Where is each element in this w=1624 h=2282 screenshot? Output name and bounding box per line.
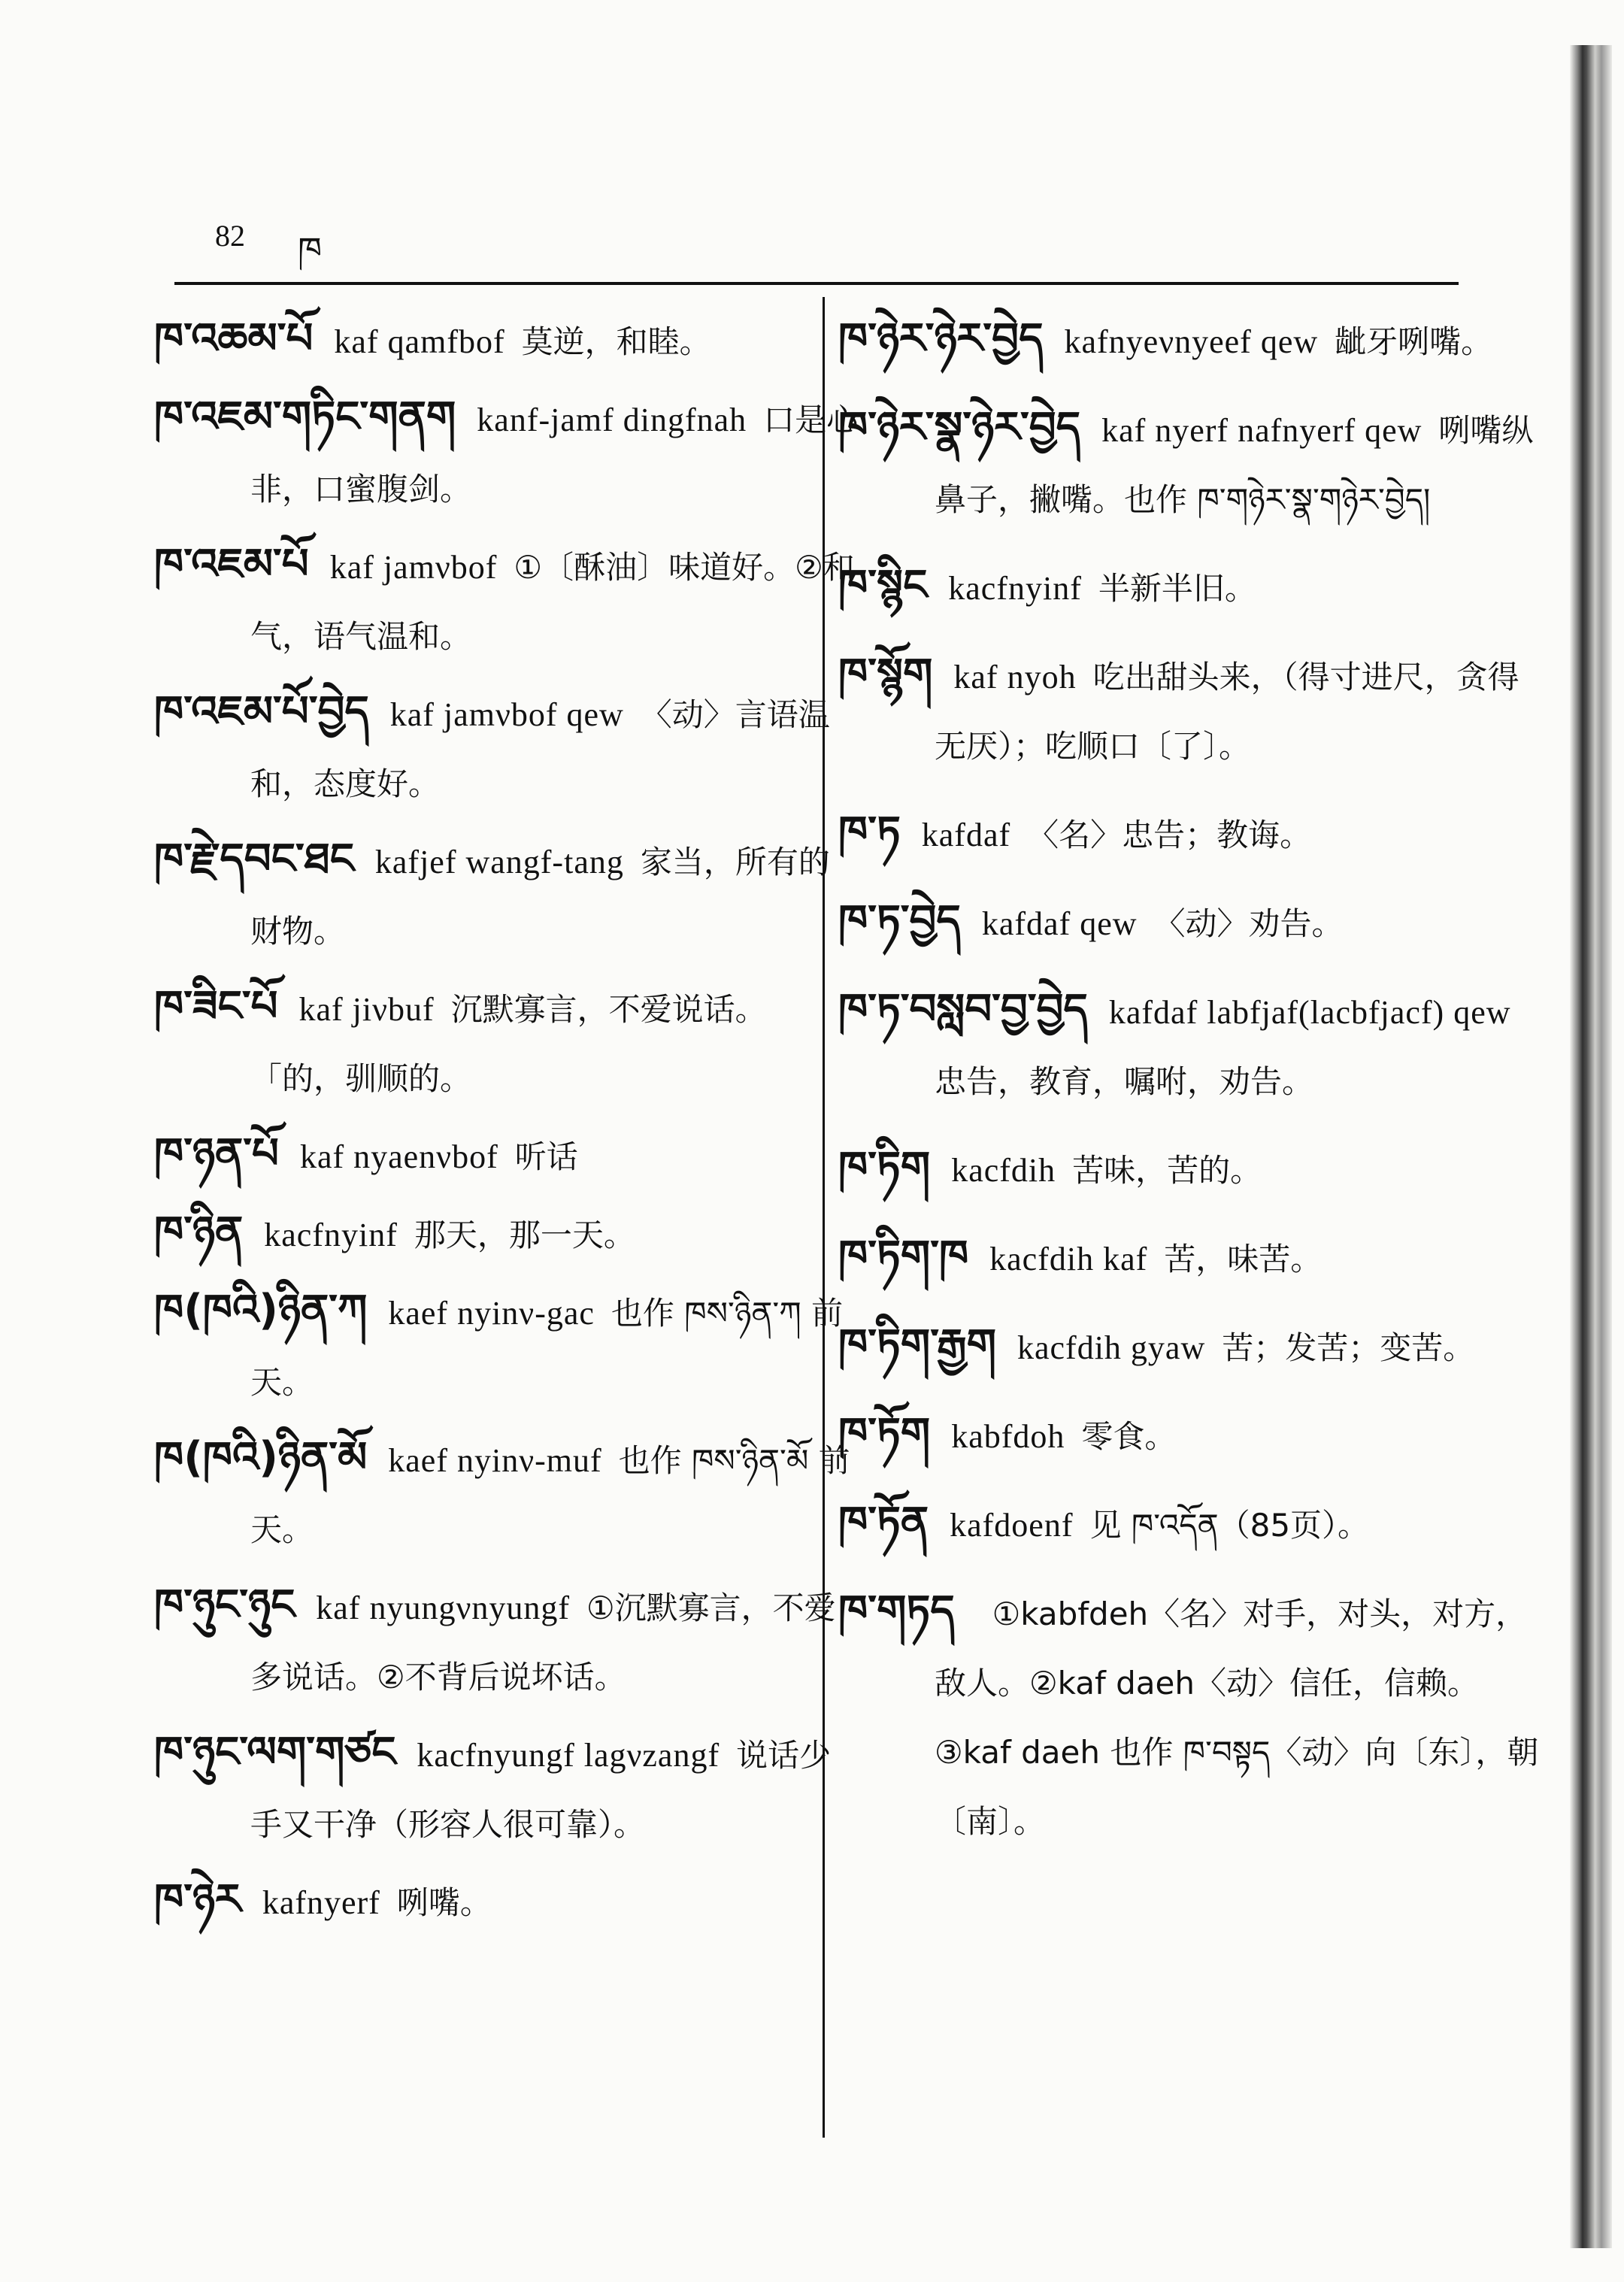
- entry-romanization: kaf jamνbof: [329, 549, 498, 586]
- entry-headword: ཁ་སྙོག: [838, 650, 933, 699]
- dictionary-entry: [838, 640, 1545, 781]
- entry-romanization: kaf nyoh: [953, 659, 1077, 696]
- entry-headword: ཁ་རྗེ་དབང་ཐང: [154, 835, 354, 883]
- entry-definition: 〈动〉劝告。: [1153, 905, 1344, 942]
- entry-definition: 苦味，苦的。: [1072, 1152, 1262, 1189]
- entry-romanization: kaf nyaenνbof: [299, 1138, 498, 1175]
- entry-romanization: kanf-jamf dingfnah: [477, 402, 747, 438]
- entry-romanization: kafdaf: [921, 817, 1011, 853]
- entry-definition: 也作 ཁས་ཉིན་མོ 前天。: [250, 1442, 850, 1548]
- entry-headword: ཁ་ཉུང་ལག་གཙང: [154, 1728, 396, 1777]
- entry-headword: ཁ་གཏད: [838, 1586, 955, 1635]
- entry-definition: ①沉默寡言，不爱多说话。②不背后说坏话。: [250, 1590, 836, 1696]
- dictionary-entry: [838, 1222, 1545, 1294]
- entry-headword: ཁ་ཏིག: [838, 1143, 931, 1192]
- entry-headword: ཁ་ཉིན: [154, 1208, 244, 1256]
- entry-headword: ཁ་སྙིང: [838, 561, 928, 610]
- entry-romanization: kafnyeνnyeef qew: [1064, 323, 1319, 360]
- entry-romanization: kaf jamνbof qew: [389, 696, 624, 733]
- dictionary-entry: [838, 798, 1545, 870]
- entry-headword: ཁ་འཆམ་པོ: [154, 314, 314, 363]
- dictionary-entry: [838, 305, 1545, 377]
- entry-definition: 咧嘴。: [396, 1884, 492, 1921]
- entry-headword: ཁ་འཇམ་པོ་བྱེད: [154, 687, 369, 736]
- entry-definition: 那天，那一天。: [414, 1217, 635, 1253]
- left-column: [154, 305, 861, 1944]
- entry-romanization: kabfdoh: [951, 1418, 1065, 1455]
- entry-definition: 吃出甜头来，（得寸进尺，贪得无厌）；吃顺口〔了〕。: [935, 659, 1519, 765]
- entry-romanization: kaef nyinν-gac: [388, 1295, 595, 1332]
- entry-definition: 沉默寡言，不爱说话。 「的，驯顺的。: [250, 991, 783, 1097]
- entry-headword: ཁ་འཇམ་པོ: [154, 540, 309, 589]
- dictionary-entry: [154, 825, 861, 966]
- entry-definition: 咧嘴纵鼻子，撇嘴。也作 ཁ་གཉེར་སྣ་གཉེར་བྱེད།: [935, 412, 1534, 518]
- entry-romanization: kacfnyinf: [948, 570, 1082, 607]
- entry-headword: ཁ་ཏོན: [838, 1498, 929, 1547]
- dictionary-entry: [154, 1120, 861, 1192]
- entry-definition: 忠告，教育，嘱咐，劝告。: [935, 1063, 1314, 1100]
- entry-romanization: kacfdih kaf: [989, 1241, 1148, 1277]
- entry-definition: 〈名〉忠告；教诲。: [1027, 817, 1312, 853]
- dictionary-entry: [154, 972, 861, 1114]
- entry-romanization: kafdaf qew: [981, 905, 1138, 942]
- entry-headword: ཁ་ཉེར་སྣ་ཉེར་བྱེད: [838, 403, 1081, 452]
- dictionary-entry: [838, 551, 1545, 623]
- entry-definition: 莫逆，和睦。: [521, 323, 711, 360]
- entry-definition: 零食。: [1081, 1418, 1177, 1455]
- entry-headword: ཁ་ཏ་བྱེད: [838, 896, 961, 945]
- entry-definition: 龇牙咧嘴。: [1335, 323, 1493, 360]
- entry-romanization: kacfnyinf: [264, 1217, 398, 1253]
- dictionary-entry: [154, 1198, 861, 1270]
- dictionary-entry: [154, 1571, 861, 1712]
- entry-definition: 苦；发苦；变苦。: [1222, 1329, 1475, 1366]
- dictionary-entry: [838, 1577, 1545, 1856]
- entry-headword: ཁ་ཏ་བསླབ་བྱ་བྱེད: [838, 985, 1088, 1034]
- entry-headword: ཁ་འཇམ་གཏིང་གནག: [154, 392, 456, 441]
- entry-romanization: kaf qamfbof: [334, 323, 505, 360]
- entry-romanization: kacfdih gyaw: [1017, 1329, 1206, 1366]
- dictionary-entry: [154, 1718, 861, 1859]
- entry-romanization: kaef nyinν-muf: [388, 1442, 602, 1479]
- entry-headword: ཁ་ཉེར: [154, 1875, 241, 1924]
- dictionary-entry: [838, 975, 1545, 1117]
- entry-definition: 说话少手又干净（形容人很可靠）。: [250, 1737, 832, 1843]
- entry-romanization: kafnyerf: [262, 1884, 380, 1921]
- entry-definition: 〈动〉言语温和，态度好。: [250, 696, 830, 802]
- entry-headword: ཁ་ཉེར་ཉེར་བྱེད: [838, 314, 1044, 363]
- dictionary-entry: [838, 1133, 1545, 1205]
- dictionary-entry: [838, 393, 1545, 535]
- entry-headword: ཁ་ཏོག: [838, 1409, 931, 1458]
- entry-definition: 半新半旧。: [1098, 570, 1256, 607]
- entry-headword: ཁ(ཁའི)ཉིན་མོ: [154, 1433, 368, 1482]
- entry-romanization: kafjef wangf-tang: [374, 844, 624, 880]
- dictionary-entry: [838, 1399, 1545, 1471]
- entry-romanization: kafdaf labfjaf(lacbfjacf) qew: [1108, 994, 1511, 1031]
- dictionary-entry: [838, 1488, 1545, 1560]
- entry-headword: ཁ་ཏིག་རྒྱག: [838, 1320, 996, 1369]
- entry-headword: ཁ་ཉུང་ཉུང: [154, 1580, 295, 1629]
- entry-romanization: kafdoenf: [950, 1507, 1074, 1544]
- dictionary-entry: [154, 1276, 861, 1417]
- dictionary-entry: [154, 1423, 861, 1565]
- dictionary-entry: [154, 677, 861, 819]
- entry-definition: ①kabfdeh〈名〉对手，对头，对方，敌人。②kaf daeh〈动〉信任，信赖。③kaf daeh 也作 ཁ་བསྟད〈动〉向〔东〕，朝〔南〕。: [935, 1596, 1539, 1840]
- entry-definition: 口是心非，口蜜腹剑。: [250, 402, 859, 508]
- entry-romanization: kacfdih: [951, 1152, 1056, 1189]
- entry-headword: ཁ་ཏ: [838, 808, 901, 856]
- dictionary-entry: [838, 886, 1545, 959]
- entry-headword: ཁ(ཁའི)ཉིན་ཀ: [154, 1286, 368, 1335]
- entry-romanization: kaf nyungνnyungf: [316, 1590, 570, 1626]
- dictionary-entry: [154, 305, 861, 377]
- dictionary-entry: [838, 1311, 1545, 1383]
- entry-definition: 也作 ཁས་ཉིན་ཀ 前天。: [250, 1295, 844, 1401]
- entry-definition: 见 ཁ་འདོན（85页）。: [1089, 1507, 1370, 1544]
- entry-definition: 苦，味苦。: [1164, 1241, 1323, 1277]
- entry-definition: ①〔酥油〕味道好。②和气，语气温和。: [250, 549, 855, 655]
- dictionary-entry: [154, 383, 861, 524]
- dictionary-entry: [154, 530, 861, 671]
- dictionary-entry: [154, 1865, 861, 1938]
- entry-romanization: kaf jiνbuf: [298, 991, 435, 1028]
- entry-definition: 听话: [514, 1138, 578, 1175]
- header-rule: [174, 282, 1459, 285]
- entry-headword: ཁ་ཉན་པོ: [154, 1129, 279, 1178]
- page-number: 82: [215, 219, 245, 253]
- right-column: [838, 305, 1545, 1873]
- book-binding-edge: [1570, 45, 1612, 2248]
- entry-headword: ཁ་ཟིང་པོ: [154, 982, 278, 1031]
- entry-headword: ཁ་ཏིག་ཁ: [838, 1232, 969, 1280]
- entry-romanization: kaf nyerf nafnyerf qew: [1101, 412, 1423, 449]
- page-header-letter: ཁ: [298, 229, 323, 270]
- entry-definition: 家当，所有的财物。: [250, 844, 830, 950]
- entry-romanization: kacfnyungf lagνzangf: [417, 1737, 720, 1774]
